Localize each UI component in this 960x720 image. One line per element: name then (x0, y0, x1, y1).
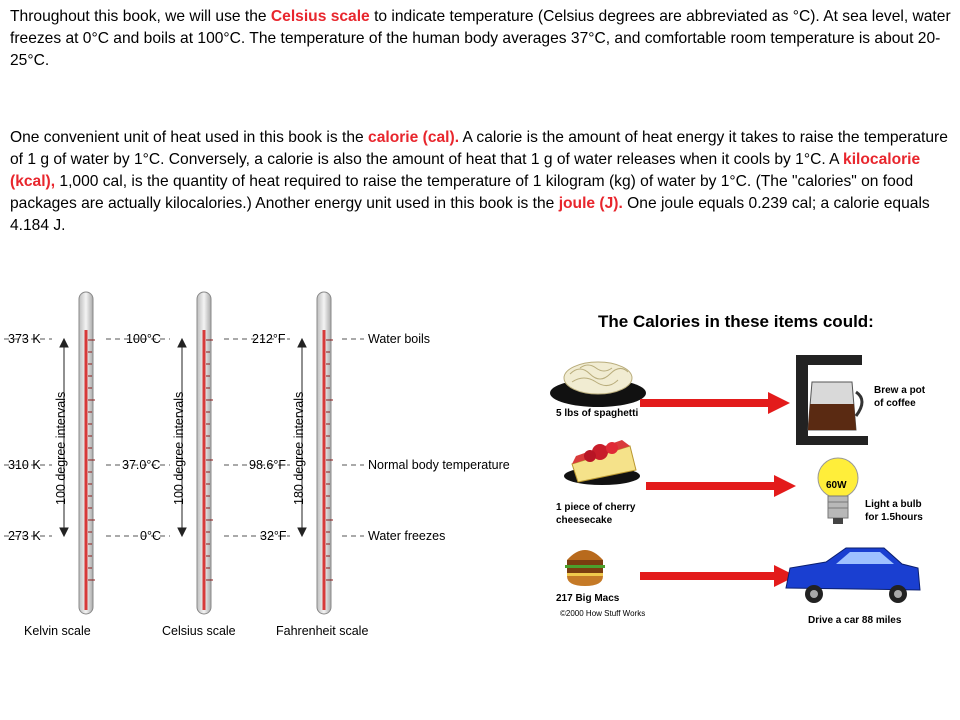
label-water-freezes: Water freezes (368, 529, 446, 543)
result-bulb-line2: for 1.5hours (865, 512, 923, 523)
calories-title: The Calories in these items could: (598, 312, 874, 331)
kelvin-mid: 310 K (8, 458, 41, 472)
celsius-thermometer (197, 292, 213, 614)
highlight-celsius-scale: Celsius scale (270, 8, 370, 25)
result-coffee (874, 384, 925, 410)
fahrenheit-thermometer (317, 292, 333, 614)
celsius-bottom: 0°C (140, 529, 161, 543)
celsius-mid: 37.0°C (122, 458, 161, 472)
result-bulb-line1: Light a bulb (865, 499, 922, 510)
label-water-boils: Water boils (368, 332, 431, 346)
result-bulb (865, 498, 923, 524)
celsius-scale-label: Celsius scale (162, 624, 236, 638)
item-cheesecake-line2: cheesecake (556, 515, 613, 526)
highlight-kilocalorie: kilocalorie (kcal), (10, 151, 921, 190)
arrow-cheesecake-bulb (646, 475, 796, 497)
text: 1,000 cal, is the quantity of heat required to raise the temperature of 1 kilogram (kg) of water by 1°C. (The "calories" on food packages are actually kilocalories.) Another energy unit used in this book is the (10, 173, 914, 212)
celsius-interval-label: 100 degree intervals (172, 391, 186, 505)
item-spaghetti: 5 lbs of spaghetti (556, 408, 639, 419)
text: One joule equals 0.239 cal; a calorie equals 4.184 J. (10, 195, 930, 234)
arrow-head (60, 528, 68, 536)
result-car: Drive a car 88 miles (808, 615, 902, 626)
highlight-joule: joule (J). (558, 195, 623, 212)
item-cheesecake-line1: 1 piece of cherry (556, 502, 636, 513)
result-coffee-line2: of coffee (874, 398, 916, 409)
arrow-head (178, 528, 186, 536)
kelvin-scale-label: Kelvin scale (24, 624, 91, 638)
text: Throughout this book, we will use the (10, 8, 271, 25)
cheesecake-icon (564, 440, 640, 485)
fahrenheit-bottom: 32°F (260, 529, 287, 543)
label-body-temperature: Normal body temperature (368, 458, 510, 472)
arrow-head (298, 528, 306, 536)
copyright: ©2000 How Stuff Works (560, 609, 646, 618)
arrow-head (60, 339, 68, 347)
arrow-head (178, 339, 186, 347)
arrow-bigmacs-car (640, 565, 796, 587)
kelvin-bottom: 273 K (8, 529, 41, 543)
text: One convenient unit of heat used in this book is the (10, 129, 369, 146)
kelvin-thermometer (79, 292, 95, 614)
arrow-head (298, 339, 306, 347)
fahrenheit-top: 212°F (252, 332, 286, 346)
text: A calorie is the amount of heat energy it takes to raise the temperature of 1 g of water by 1°C. Conversely, a calorie is also the amount of heat that 1 g of water releases when it cools by 1°C. A (10, 129, 948, 168)
big-mac-icon (565, 550, 605, 586)
item-big-macs: 217 Big Macs (556, 593, 620, 604)
car-icon (786, 548, 920, 603)
bulb-wattage: 60W (826, 480, 847, 491)
arrow-spaghetti-coffee (640, 392, 790, 414)
coffee-maker-icon (796, 355, 868, 445)
fahrenheit-interval-label: 180 degree intervals (292, 391, 306, 505)
fahrenheit-mid: 98.6°F (249, 458, 286, 472)
kelvin-top: 373 K (8, 332, 41, 346)
result-coffee-line1: Brew a pot (874, 385, 926, 396)
celsius-top: 100°C (126, 332, 161, 346)
spaghetti-icon (564, 362, 632, 394)
kelvin-interval-label: 100 degree intervals (54, 391, 68, 505)
fahrenheit-scale-label: Fahrenheit scale (276, 624, 369, 638)
item-cheesecake (556, 501, 635, 527)
text: to indicate temperature (Celsius degrees are abbreviated as °C). At sea level, water freezes at 0°C and boils at 100°C. The temperature of the human body averages 37°C, and comfortable room temperature is about 20-25°C. (10, 8, 951, 69)
highlight-calorie: calorie (cal). (368, 129, 460, 146)
